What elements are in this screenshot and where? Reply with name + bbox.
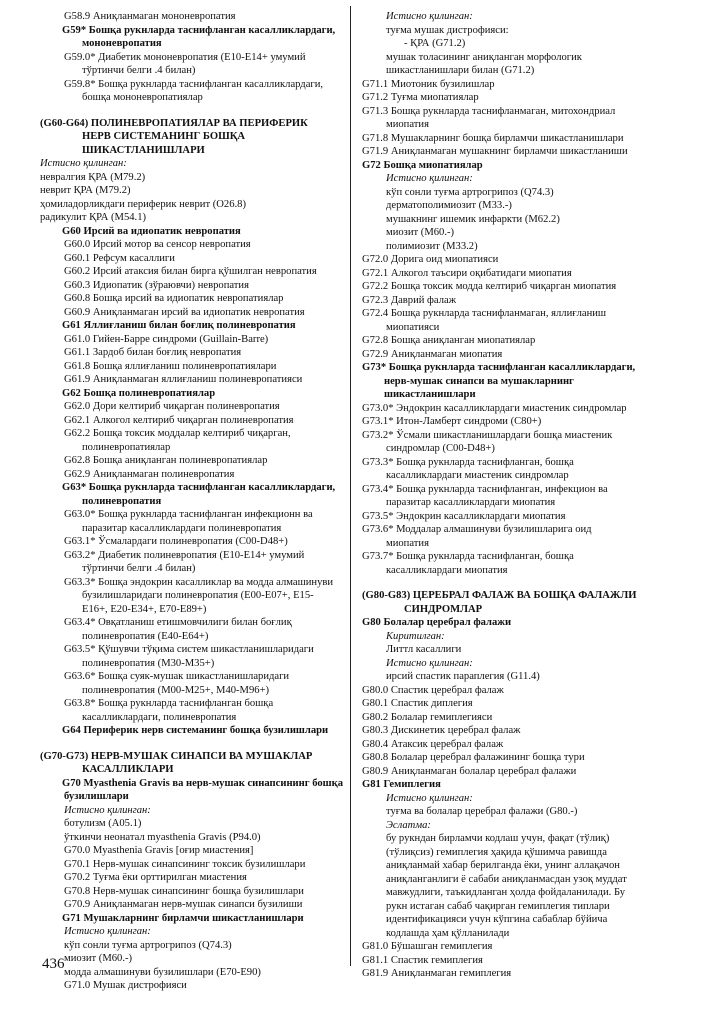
text-line: G70.1 Нерв-мушак синапсининг токсик бузилишлари [64,858,306,870]
text-line: невралгия ҚРА (M79.2) [40,171,146,183]
text-line: G63.8* Бошқа рукнларда таснифланган бошқа [64,698,274,709]
text-line: G73.3* Бошқа рукнларда таснифланган, бошқа [362,456,574,468]
text-line: касалликлардаги миопатия [386,564,508,576]
text-line: полиневропатия (E40-E64+) [82,630,209,642]
text-line: G61.8 Бошқа яллиғланиш полиневропатиялари [64,360,277,372]
text-line: G73.2* Ўсмали шикастланишлардаги бошқа миастеник [362,429,613,441]
text-line: G63.5* Қўшувчи тўқима систем шикастланишларидаги [64,644,314,655]
text-line: рукн истаган сабаб чақирган гемиплегия типлари [386,900,610,912]
text-line: G73.0* Эндокрин касалликлардаги миастеник синдромлар [362,402,627,414]
text-line: G72.2 Бошқа токсик модда келтириб чиқарган миопатия [362,281,617,292]
text-line: кўп сонли туғма артрогрипоз (Q74.3) [386,186,554,198]
text-line: G72.9 Аниқланмаган миопатия [362,348,503,360]
heading-line: бузилишлари [64,791,129,802]
text-line: касалликлардаги миастеник синдромлар [386,470,569,481]
text-line: модда алмашинуви бузилишлари (E70-E90) [64,966,261,978]
text-line: Истисно қилинган: [64,804,151,816]
text-line: G80.4 Атаксик церебрал фалаж [362,738,504,750]
text-line: полимиозит (M33.2) [386,240,478,252]
text-line: G81.9 Аниқланмаган гемиплегия [362,968,512,979]
text-line: G80.1 Спастик диплегия [362,698,473,709]
text-line: Истисно қилинган: [40,158,127,169]
text-line: Киритилган: [386,630,445,642]
heading-line: ШИКАСТЛАНИШЛАРИ [82,144,205,156]
text-line: миопатия [386,119,429,130]
text-line: G63.3* Бошқа эндокрин касалликлар ва модда алмашинуви [64,576,334,588]
text-line: G61.0 Гийен-Барре синдроми (Guillain-Barre) [64,333,269,345]
text-line: G73.4* Бошқа рукнларда таснифланган, инфекцион ва [362,483,608,495]
heading-line: G71 Мушакларнинг бирламчи шикастланишлари [62,912,304,924]
text-line: G63.1* Ўсмалардаги полиневропатия (C00-D48+) [64,536,288,547]
heading-line: (G70-G73) НЕРВ-МУШАК СИНАПСИ ВА МУШАКЛАР [40,750,313,762]
text-line: миопатияси [386,321,440,333]
heading-line: шикастланишлари [384,389,476,400]
heading-line: G81 Гемиплегия [362,779,441,790]
heading-line: полиневропатия [82,495,162,507]
text-line: тўртинчи белги .4 билан) [82,65,196,76]
text-line: G60.9 Аниқланмаган ирсий ва идиопатик невропатия [64,306,305,318]
text-line: G81.1 Спастик гемиплегия [362,954,483,966]
text-line: миозит (M60.-) [386,227,455,238]
text-line: тўртинчи белги .4 билан) [82,563,196,574]
text-line: G63.0* Бошқа рукнларда таснифланган инфекционн ва [64,509,313,520]
text-line: G80.0 Спастик церебрал фалаж [362,684,504,696]
text-line: синдромлар (C00-D48+) [386,443,495,454]
text-line: G61.9 Аниқланмаган яллиғланиш полиневропатияси [64,374,303,385]
text-line: аниқланганлиги ё сабаби аниқланмасдан узоқ муддат [386,873,627,885]
text-line: G71.3 Бошқа рукнларда таснифланмаган, митохондриал [362,105,616,117]
text-line: полиневропатиялар [82,441,171,453]
text-line: E16+, E20-E34+, E70-E89+) [82,603,207,615]
text-line: ҳомиладорликдаги периферик неврит (O26.8) [40,198,246,210]
text-line: ботулизм (A05.1) [64,818,142,829]
left-column [40,10,344,993]
heading-line: (G60-G64) ПОЛИНЕВРОПАТИЯЛАР ВА ПЕРИФЕРИК [40,117,308,129]
text-line: G71.1 Миотоник бузилишлар [362,78,495,90]
heading-line: НЕРВ СИСТЕМАНИНГ БОШҚА [82,131,246,142]
text-line: G63.6* Бошқа суяк-мушак шикастланишларидаги [64,671,290,682]
text-line: G71.8 Мушакларнинг бошқа бирламчи шикастланишлари [362,132,624,144]
column-divider [350,6,351,966]
text-line: кодлашда ҳам қўлланилади [386,927,510,939]
page-number: 436 [42,956,65,972]
text-line: G63.2* Диабетик полиневропатия (E10-E14+ умумий [64,549,305,561]
text-line: G62.0 Дори келтириб чиқарган полиневропатия [64,401,280,412]
heading-line: G61 Яллиғланиш билан боғлиқ полиневропатия [62,320,296,331]
heading-line: СИНДРОМЛАР [404,603,483,615]
heading-line: нерв-мушак синапси ва мушакларнинг [384,375,574,387]
text-line: Истисно қилинган: [386,11,473,22]
text-line: мушакнинг ишемик инфаркти (M62.2) [386,213,560,225]
text-line: идентификацияси учун кўпгина сабаблар бўйича [386,914,608,925]
text-line: паразитар касалликлардаги миопатия [386,497,556,508]
text-line: ўткинчи неонатал myasthenia Gravis (P94.0) [64,831,261,843]
text-line: G60.8 Бошқа ирсий ва идиопатик невропатиялар [64,293,284,304]
text-line: G62.1 Алкогол келтириб чиқарган полиневропатия [64,414,294,426]
text-line: полиневропатия (M00-M25+, M40-M96+) [82,684,270,696]
text-line: G60.1 Рефсум касаллиги [64,252,175,264]
heading-line: G64 Периферик нерв системанинг бошқа бузилишлари [62,725,329,736]
heading-line: (G80-G83) ЦЕРЕБРАЛ ФАЛАЖ ВА БОШҚА ФАЛАЖЛИ [362,590,637,601]
text-line: Истисно қилинган: [386,173,473,184]
text-line: G80.3 Дискинетик церебрал фалаж [362,725,521,736]
text-line: G70.8 Нерв-мушак синапсининг бошқа бузилишлари [64,885,304,897]
text-line: G63.4* Овқатланиш етишмовчилиги билан боғлиқ [64,617,292,628]
text-line: G80.2 Болалар гемиплегияси [362,711,493,723]
heading-line: G62 Бошқа полиневропатиялар [62,387,216,399]
text-line: G71.9 Аниқланмаган мушакнинг бирламчи шикастланиши [362,146,628,157]
text-line: G72.3 Даврий фалаж [362,294,457,306]
text-line: G62.9 Аниқланмаган полиневропатия [64,468,235,480]
heading-line: G73* Бошқа рукнларда таснифланган касалликлардаги, [362,362,636,373]
text-line: G60.0 Ирсий мотор ва сенсор невропатия [64,239,251,250]
text-line: Истисно қилинган: [386,657,473,669]
text-line: G73.6* Моддалар алмашинуви бузилишларига оид [362,524,592,535]
text-line: G59.0* Диабетик мононевропатия (E10-E14+ умумий [64,51,306,63]
text-line: шикастланишлари билан (G71.2) [386,65,535,76]
heading-line: мононевропатия [82,38,162,49]
text-line: G80.9 Аниқланмаган болалар церебрал фалажи [362,765,577,777]
text-line: Литтл касаллиги [386,644,462,655]
text-line: полиневропатия (M30-M35+) [82,657,215,669]
text-line: G73.5* Эндокрин касалликлардаги миопатия [362,510,566,522]
text-line: G72.0 Дорига оид миопатияси [362,254,499,265]
text-line: G61.1 Зардоб билан боғлиқ невропатия [64,347,242,358]
text-line: G73.7* Бошқа рукнларда таснифланган, бошқа [362,551,574,562]
text-line: мавжудлиги, таъкидланган ҳолда фойдаланилади. Бу [386,887,626,898]
text-line: G58.9 Аниқланмаган мононевропатия [64,11,236,22]
heading-line: G70 Myasthenia Gravis ва нерв-мушак синапсининг бошқа [62,777,344,789]
text-line: G72.4 Бошқа рукнларда таснифланмаган, яллиғланиш [362,308,607,319]
text-line: неврит ҚРА (M79.2) [40,185,131,196]
text-line: Эслатма: [386,819,431,831]
text-line: (тўлиқсиз) гемиплегия ҳақида қўшимча равишда [386,846,607,858]
text-line: Истисно қилинган: [64,926,151,937]
heading-line: G72 Бошқа миопатиялар [362,159,483,171]
text-line: касалликлардаги, полиневропатия [82,711,237,723]
text-line: ирсий спастик параплегия (G11.4) [386,671,540,682]
text-line: туғма мушак дистрофияси: [386,24,509,36]
text-line: туғма ва болалар церебрал фалажи (G80.-) [386,806,578,817]
text-line: радикулит ҚРА (M54.1) [40,212,147,223]
text-line: аниқланмай хабар берилганда ёки, унинг аллақачон [386,860,620,871]
text-line: миозит (M60.-) [64,953,133,964]
text-line: кўп сонли туғма артрогрипоз (Q74.3) [64,939,232,951]
text-line: мушак толасининг аниқланган морфологик [386,51,582,63]
text-line: G59.8* Бошқа рукнларда таснифланган касалликлардаги, [64,78,324,90]
text-line: G71.2 Туғма миопатиялар [362,92,479,103]
text-line: дерматополимиозит (M33.-) [386,200,512,211]
text-line: G62.8 Бошқа аниқланган полиневропатиялар [64,455,268,466]
text-line: G70.0 Myasthenia Gravis [оғир миастения] [64,845,254,856]
text-line: G81.0 Бўшашган гемиплегия [362,941,493,952]
text-line: Истисно қилинган: [386,792,473,804]
text-line: G60.2 Ирсий атаксия билан бирга қўшилган невропатия [64,266,317,277]
right-column [362,10,684,981]
text-line: G70.9 Аниқланмаган нерв-мушак синапси бузилиши [64,899,303,910]
text-line: G60.3 Идиопатик (зўраювчи) невропатия [64,279,249,291]
heading-line: КАСАЛЛИКЛАРИ [82,764,174,775]
text-line: G62.2 Бошқа токсик моддалар келтириб чиқарган, [64,428,291,439]
text-line: G71.0 Мушак дистрофияси [64,980,187,991]
heading-line: G63* Бошқа рукнларда таснифланган касалликлардаги, [62,482,336,493]
text-line: G73.1* Итон-Ламберт синдроми (C80+) [362,416,542,427]
text-line: бу рукндан бирламчи кодлаш учун, фақат (тўлиқ) [386,833,610,844]
text-line: - ҚРА (G71.2) [404,38,466,49]
text-line: G70.2 Туғма ёки орттирилган миастения [64,872,247,883]
text-line: бошқа мононевропатиялар [82,92,203,103]
text-line: паразитар касалликлардаги полиневропатия [82,522,282,534]
text-line: G80.8 Болалар церебрал фалажининг бошқа тури [362,752,585,763]
text-line: бузилишларидаги полиневропатия (E00-E07+, E15- [82,590,314,601]
heading-line: G80 Болалар церебрал фалажи [362,617,512,628]
text-line: G72.8 Бошқа аниқланган миопатиялар [362,335,536,346]
text-line: миопатия [386,537,429,549]
text-line: G72.1 Алкогол таъсири оқибатидаги миопатия [362,267,572,279]
heading-line: G59* Бошқа рукнларда таснифланган касалликлардаги, [62,24,336,36]
heading-line: G60 Ирсий ва идиопатик невропатия [62,225,241,237]
